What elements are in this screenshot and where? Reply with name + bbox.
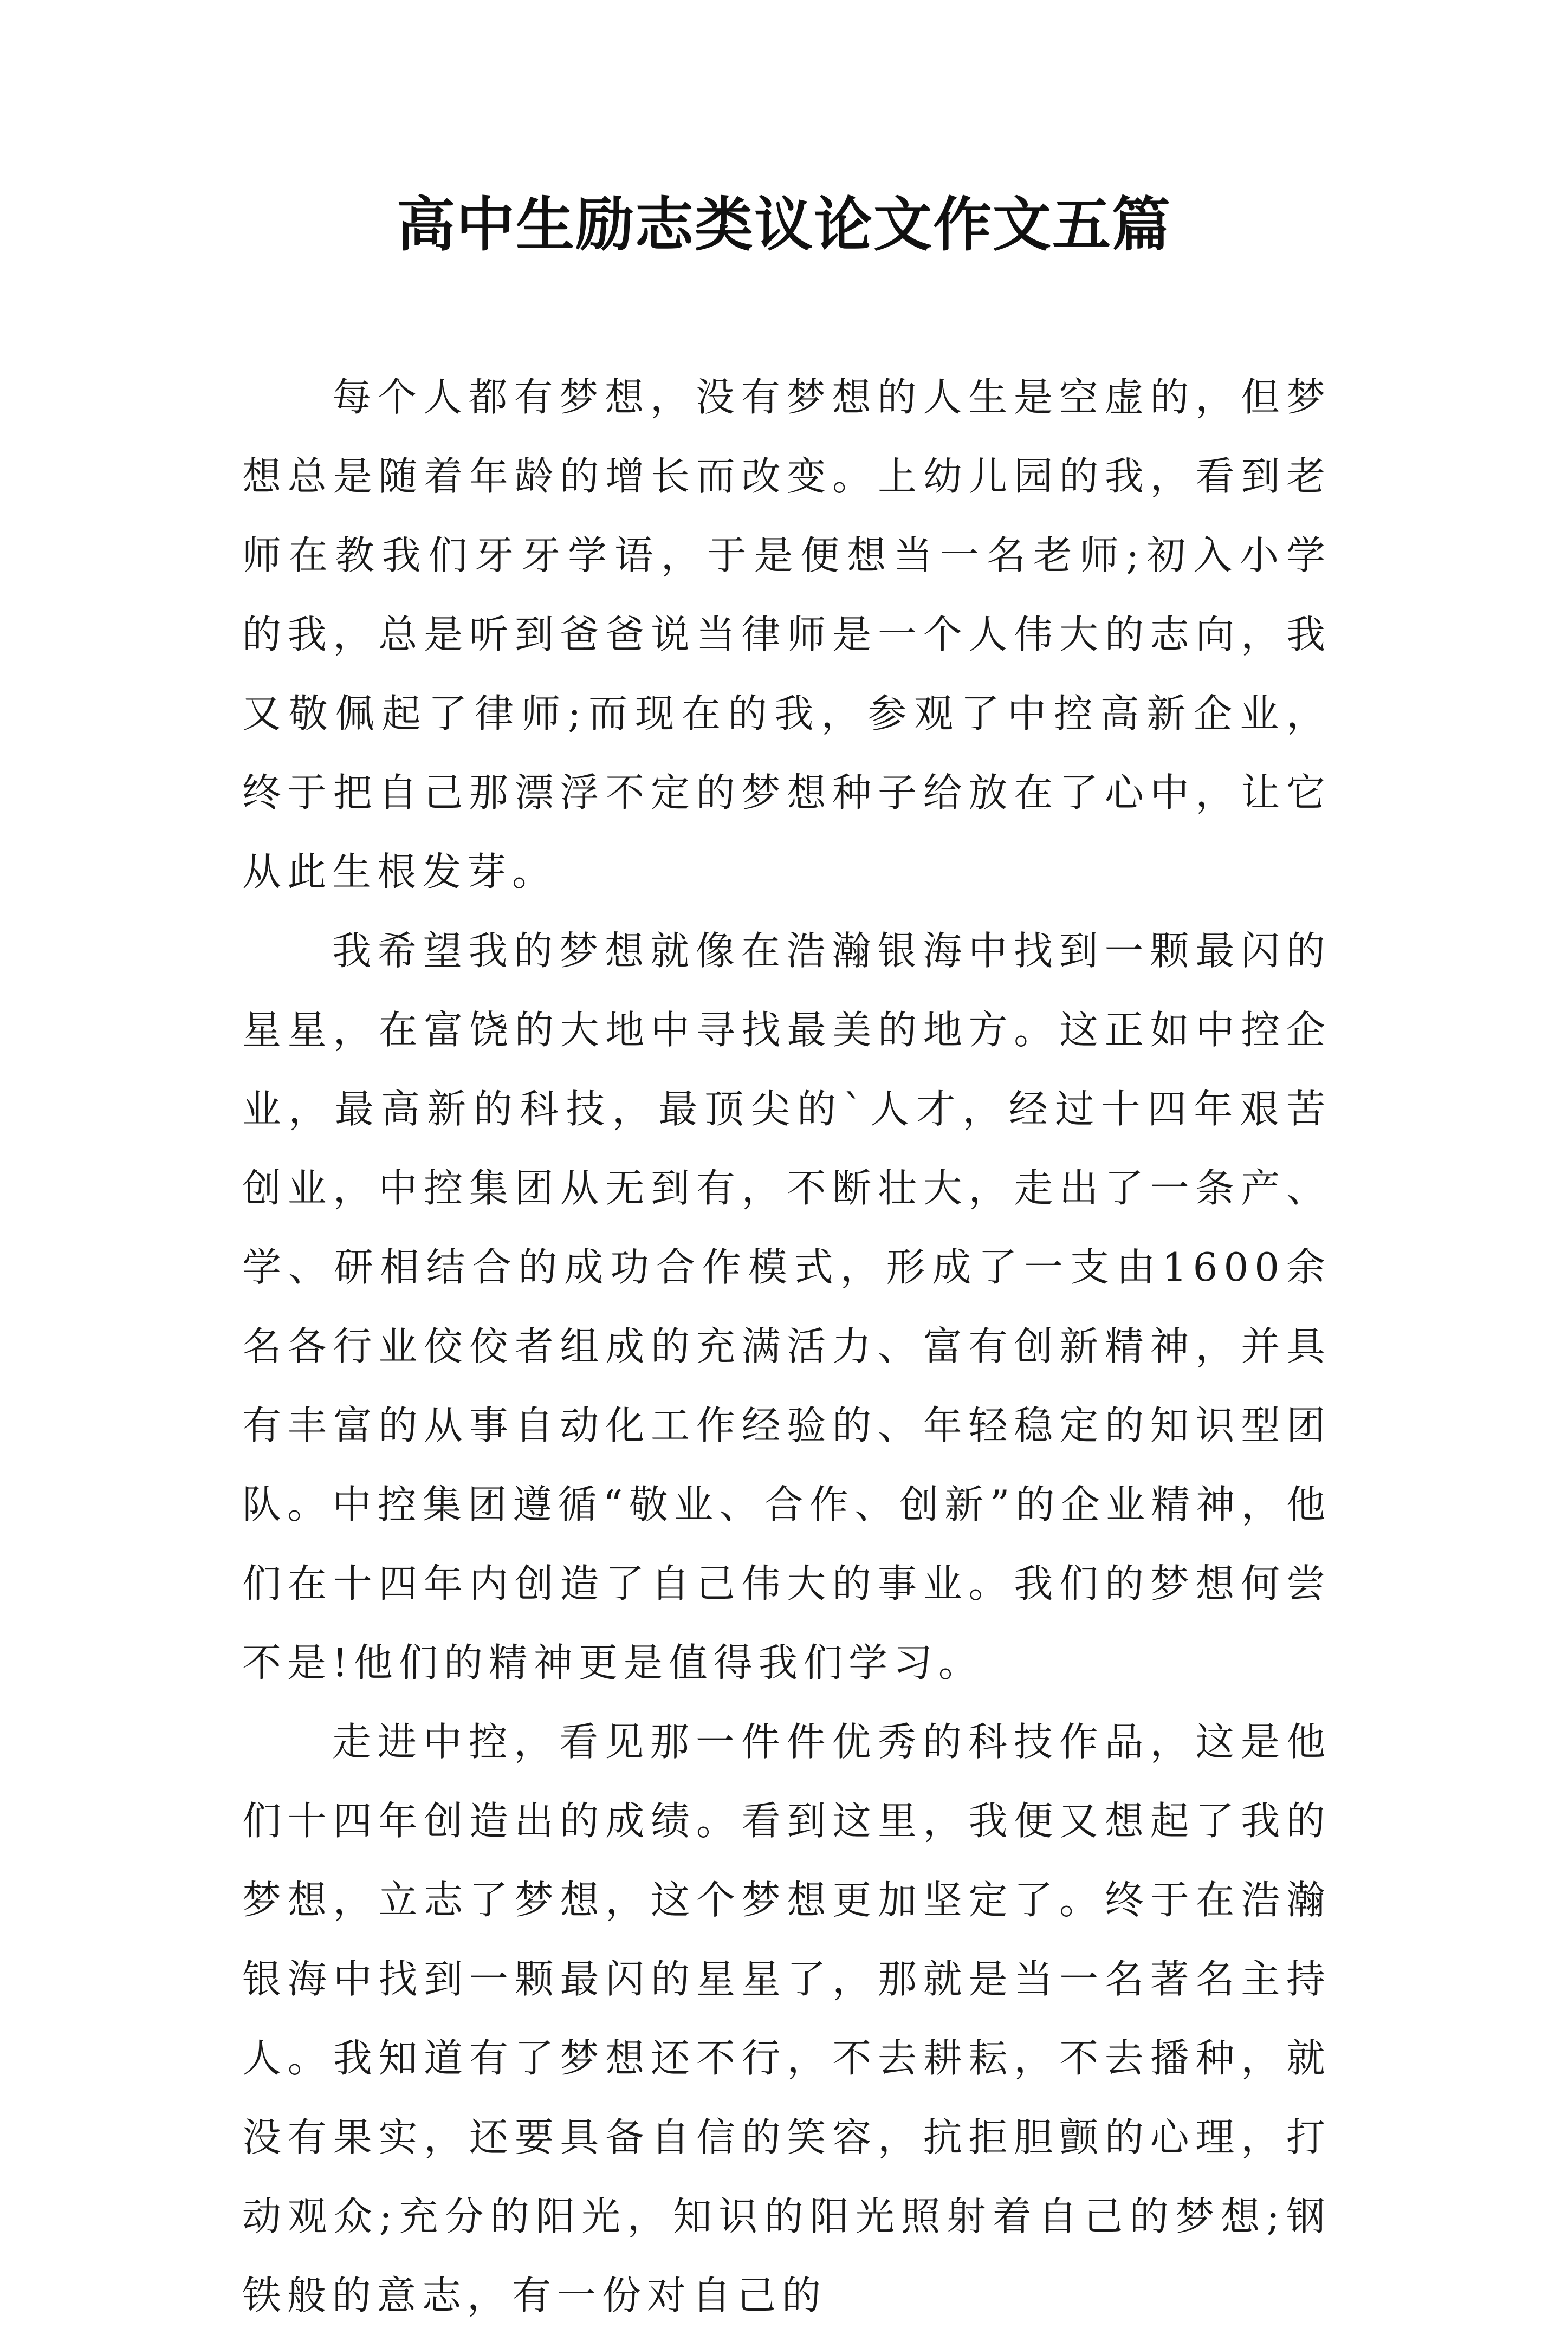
paragraph-1: 每个人都有梦想，没有梦想的人生是空虚的，但梦想总是随着年龄的增长而改变。上幼儿园的我，看到老师在教我们牙牙学语，于是便想当一名老师;初入小学的我，总是听到爸爸说当律师是一个人伟大的志向，我又敬佩起了律师;而现在的我，参观了中控高新企业，终于把自己那漂浮不定的梦想种子给放在了心中，让它从此生根发芽。 <box>242 374 1331 894</box>
document-title: 高中生励志类议论文作文五篇 <box>396 191 1171 259</box>
paragraph-2: 我希望我的梦想就像在浩瀚银海中找到一颗最闪的星星，在富饶的大地中寻找最美的地方。这正如中控企业，最高新的科技，最顶尖的`人才，经过十四年艰苦创业，中控集团从无到有，不断壮大，走出了一条产、学、研相结合的成功合作模式，形成了一支由1600余名各行业佼佼者组成的充满活力、富有创新精神，并具有丰富的从事自动化工作经验的、年轻稳定的知识型团队。中控集团遵循“敬业、合作、创新”的企业精神，他们在十四年内创造了自己伟大的事业。我们的梦想何尝不是!他们的精神更是值得我们学习。 <box>242 928 1331 1685</box>
paragraph-3: 走进中控，看见那一件件优秀的科技作品，这是他们十四年创造出的成绩。看到这里，我便又想起了我的梦想，立志了梦想，这个梦想更加坚定了。终于在浩瀚银海中找到一颗最闪的星星了，那就是当一名著名主持人。我知道有了梦想还不行，不去耕耘，不去播种，就没有果实，还要具备自信的笑容，抗拒胆颤的心理，打动观众;充分的阳光，知识的阳光照射着自己的梦想;钢铁般的意志，有一份对自己的 <box>242 1719 1331 2318</box>
document-body <box>242 358 1331 2335</box>
